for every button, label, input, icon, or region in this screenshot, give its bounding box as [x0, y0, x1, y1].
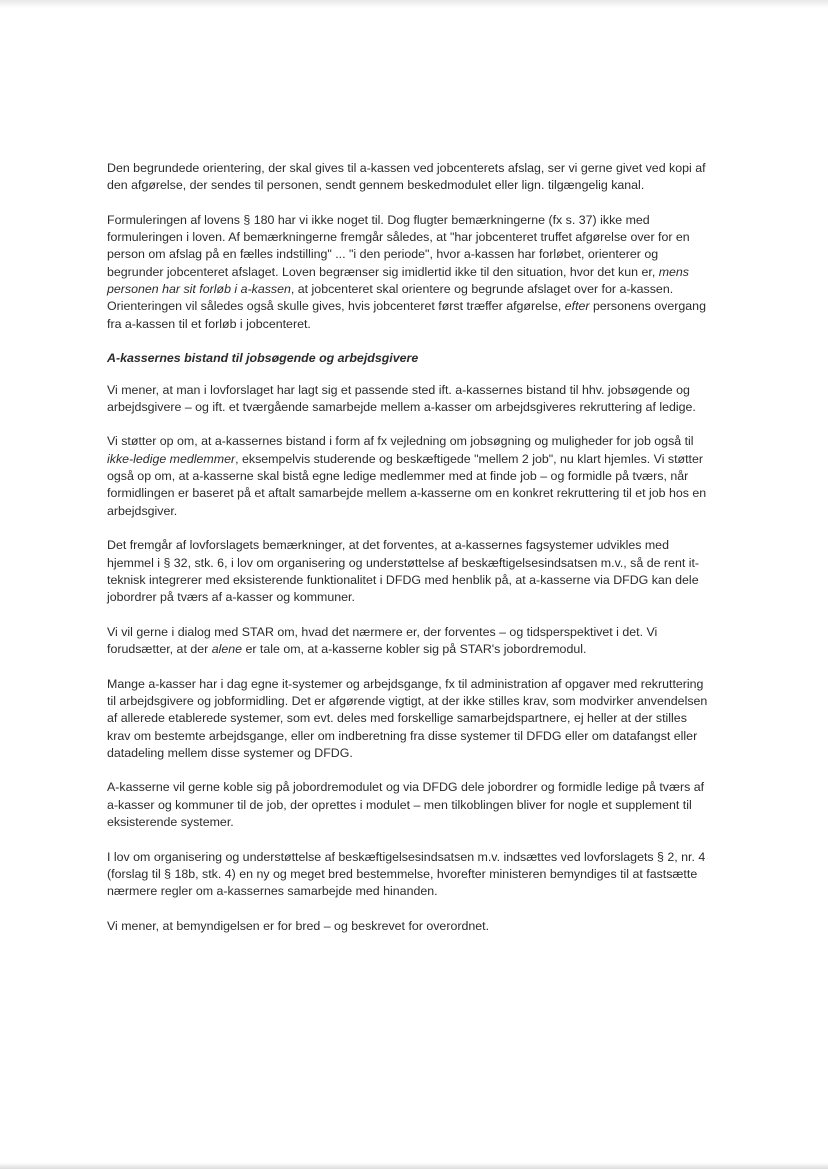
paragraph-stoette-part2: , eksempelvis studerende og beskæftigede "mellem 2 job", nu klart hjemles. Vi støtter også op om, at a-kasserne skal bistå egne ledige medlemmer med at finde job – og formidle på tværs, når formidlingen er baseret på et aftalt samarbejde mellem a-kasserne om en konkret rekruttering til et job hos en arbejdsgiver.: [107, 451, 707, 518]
paragraph-konklusion: Vi mener, at bemyndigelsen er for bred – og beskrevet for overordnet.: [107, 918, 490, 933]
paragraph-formulering: [107, 212, 713, 333]
paragraph-stoette: [107, 433, 713, 519]
paragraph-dialog: [107, 624, 713, 659]
paragraph-stoette-emphasis: ikke-ledige medlemmer: [107, 451, 236, 466]
paragraph-fagsystemer: Det fremgår af lovforslagets bemærkninger, at det forventes, at a-kassernes fagsystemer udvikles med hjemmel i § 32, stk. 6, i lov om organisering og understøttelse af beskæftigelsesindsatsen m.v., så de rent it-teknisk integrerer med eksisterende funktionalitet i DFDG med henblik på, at a-kasserne via DFDG kan dele jobordrer på tværs af a-kasser og kommuner.: [107, 538, 700, 605]
paragraph-formulering-part2: , at jobcenteret skal orientere og begrunde afslaget over for a-kassen. Orienteringen vil således også skulle gives, hvis jobcenteret først træffer afgørelse,: [107, 282, 674, 314]
scan-edge-bottom: [0, 1163, 828, 1169]
paragraph-bemyndigelse-lov: I lov om organisering og understøttelse af beskæftigelsesindsatsen m.v. indsættes ved lovforslagets § 2, nr. 4 (forslag til § 18b, stk. 4) en ny og meget bred bestemmelse, hvorefter ministeren bemyndiges til at fastsætte nærmere regler om a-kassernes samarbejde med hinanden.: [107, 849, 706, 899]
paragraph-bistand: Vi mener, at man i lovforslaget har lagt sig et passende sted ift. a-kassernes bistand til hhv. jobsøgende og arbejdsgivere – og ift. et tværgående samarbejde mellem a-kasser om arbejdsgiveres rekruttering af ledige.: [107, 382, 696, 414]
paragraph-formulering-part1: Formuleringen af lovens § 180 har vi ikke noget til. Dog flugter bemærkningerne (fx s. 37) ikke med formuleringen i loven. Af bemærkningerne fremgår således, at "har jobcenteret truffet afgørelse over for en person om afslag på en fælles indstilling" ... "i den periode", hvor a-kassen har forløbet, orienterer og begrunder jobcenteret afslaget. Loven begrænser sig imidlertid ikke til den situation, hvor det kun er,: [107, 212, 690, 279]
paragraph-formulering-emphasis1: mens personen har sit forløb i a-kassen: [107, 264, 690, 297]
paragraph-orientering: Den begrundede orientering, der skal gives til a-kassen ved jobcenterets afslag, ser vi gerne givet ved kopi af den afgørelse, der sendes til personen, sendt gennem beskedmodulet eller lign. tilgængelig kanal.: [107, 161, 706, 193]
paragraph-dialog-emphasis: alene: [211, 642, 243, 657]
document-body: [107, 160, 713, 952]
paragraph-formulering-part3: personens overgang fra a-kassen til et forløb i jobcenteret.: [107, 299, 706, 331]
paragraph-stoette-part1: Vi støtter op om, at a-kassernes bistand i form af fx vejledning om jobsøgning og muligheder for job også til: [107, 434, 694, 449]
section-heading: A-kassernes bistand til jobsøgende og arbejdsgivere: [107, 351, 419, 366]
paragraph-dialog-part1: Vi vil gerne i dialog med STAR om, hvad det nærmere er, der forventes – og tidsperspektivet i det. Vi forudsætter, at der: [107, 624, 658, 657]
scan-edge-top: [0, 0, 828, 8]
paragraph-dialog-part2: er tale om, at a-kasserne kobler sig på STAR's jobordremodul.: [242, 642, 587, 657]
paragraph-it-systemer: Mange a-kasser har i dag egne it-systemer og arbejdsgange, fx til administration af opgaver med rekruttering til arbejdsgivere og jobformidling. Det er afgørende vigtigt, at der ikke stilles krav, som modvirker anvendelsen af allerede etablerede systemer, som evt. deles med forskellige samarbejdspartnere, ej heller at der stilles krav om bestemte arbejdsgange, eller om indberetning fra disse systemer til DFDG eller om datafangst eller datadeling mellem disse systemer og DFDG.: [107, 676, 708, 760]
paragraph-formulering-emphasis2: efter: [564, 299, 590, 314]
paragraph-jobordremodul: A-kasserne vil gerne koble sig på jobordremodulet og via DFDG dele jobordrer og formidle ledige på tværs af a-kasser og kommuner til de job, der oprettes i modulet – men tilkoblingen bliver for nogle et supplement til eksisterende systemer.: [107, 780, 705, 829]
